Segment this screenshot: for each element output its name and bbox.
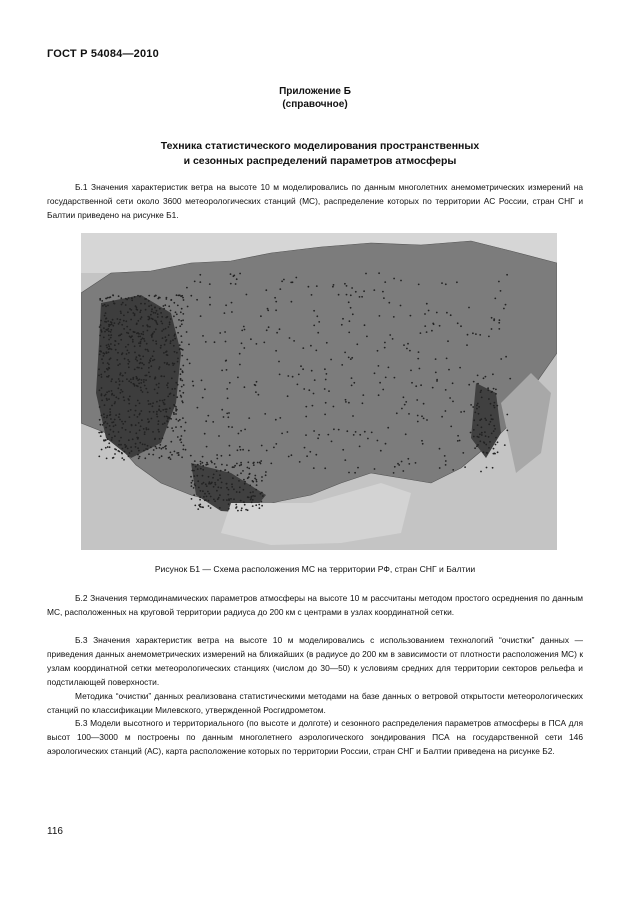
- section-title-line-1: Техника статистического моделирования пространственных: [160, 140, 480, 152]
- page-number: 116: [47, 826, 63, 837]
- paragraph-b2: Б.2 Значения термодинамических параметров атмосферы на высоте 10 м рассчитаны методом простого осреднения по данным МС, расположенных на круговой территории радиуса до 200 км с центрами в узлах координатной сетки.: [47, 593, 583, 617]
- document-header: ГОСТ Р 54084—2010: [47, 48, 159, 60]
- paragraph-b3-wind: Б.3 Значения характеристик ветра на высоте 10 м моделировались с использованием технологий “очистки” данных — приведения данных анемометрических измерений на ближайших (в радиусе до 200 км в зависимости от плотности расположения МС) к узлам координатной сетки метеорологических станциях (числом до 30—50) к условиям средних для территории секторов рельефа и подстилающей поверхности.: [47, 635, 583, 687]
- appendix-title: Приложение Б: [279, 86, 351, 97]
- section-title-line-2: и сезонных распределений параметров атмосферы: [183, 155, 457, 167]
- figure-caption: Рисунок Б1 — Схема расположения МС на территории РФ, стран СНГ и Балтии: [154, 564, 476, 574]
- appendix-subtitle: (справочное): [282, 99, 348, 110]
- section-title: [60, 139, 580, 169]
- paragraph-b1: Б.1 Значения характеристик ветра на высоте 10 м моделировались по данным многолетних анемометрических измерений на государственной сети около 3600 метеорологических станций (МС), распределение которых по территории АС России, стран СНГ и Балтии приведено на рисунке Б1.: [47, 182, 583, 220]
- paragraph-method: Методика “очистки” данных реализована статистическими методами на базе данных о ветровой открытости метеорологических станций по классификации Милевского, утвержденной Росгидрометом.: [47, 691, 583, 715]
- paragraph-b3-altitude: Б.3 Модели высотного и территориального (по высоте и долготе) и сезонного распределения параметров атмосферы в ПСА для высот 100—3000 м построены по данным многолетнего аэрологического зондирования ПСА на государственной сети 146 аэрологических станций (АС), карта расположение которых по территории России, стран СНГ и Балтии приведена на рисунке Б2.: [47, 718, 583, 756]
- station-map-figure: [81, 233, 557, 550]
